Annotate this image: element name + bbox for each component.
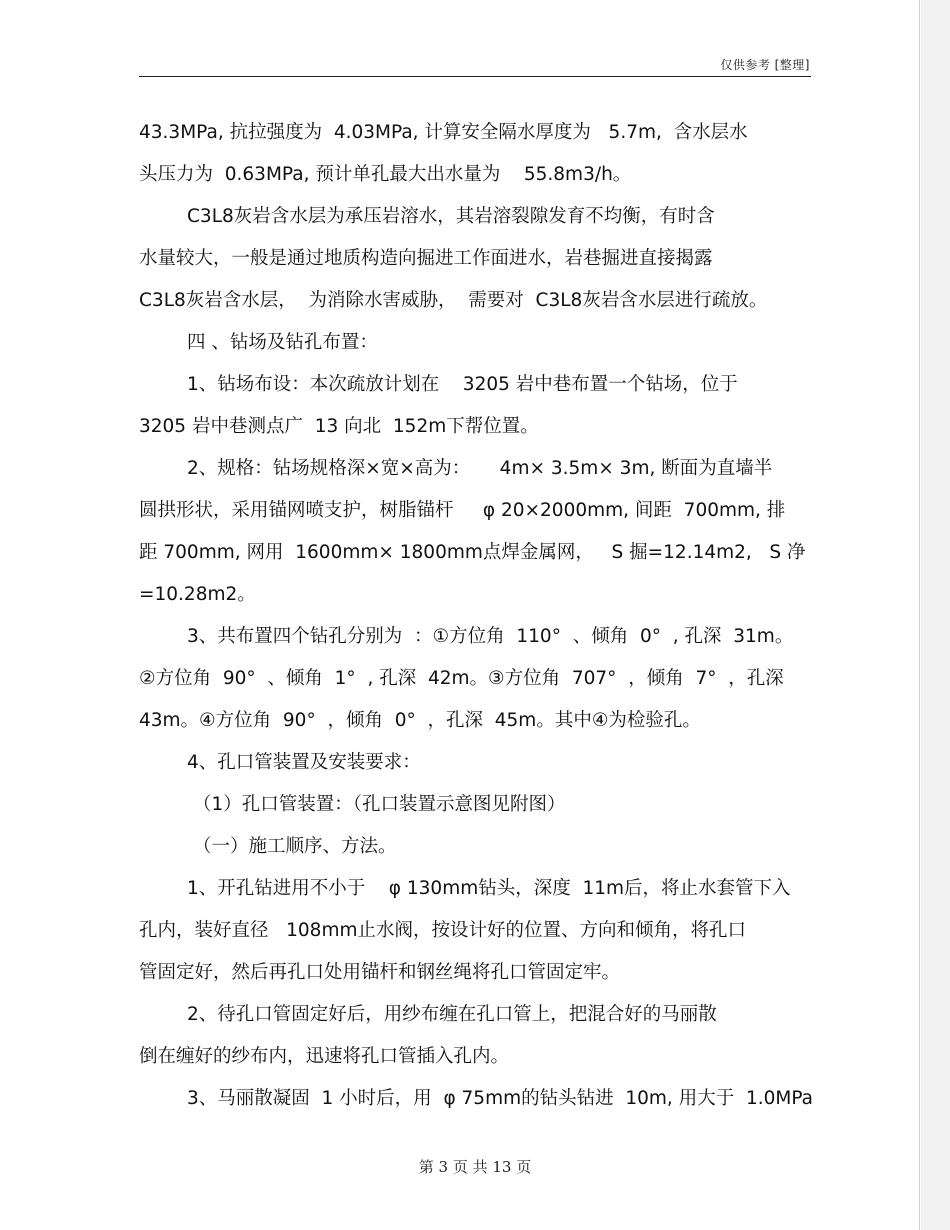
body-line: 头压力为 0.63MPa, 预计单孔最大出水量为 55.8m3/h。: [139, 164, 632, 185]
body-line: 3、马丽散凝固 1 小时后，用 φ 75mm的钻头钻进 10m, 用大于 1.0MPa: [187, 1088, 814, 1109]
body-line: （1）孔口管装置：（孔口装置示意图见附图）: [193, 794, 566, 815]
body-line: 倒在缠好的纱布内，迅速将孔口管插入孔内。: [139, 1046, 510, 1067]
body-line: 3、共布置四个钻孔分别为 ：①方位角 110° 、倾角 0° , 孔深 31m。: [187, 626, 794, 647]
body-line: =10.28m2。: [139, 584, 256, 605]
body-line: C3L8灰岩含水层， 为消除水害威胁， 需要对 C3L8灰岩含水层进行疏放。: [139, 290, 768, 311]
body-line: 圆拱形状，采用锚网喷支护，树脂锚杆 φ 20×2000mm, 间距 700mm, 排: [139, 500, 786, 521]
body-line: 43m。④方位角 90° ，倾角 0° ，孔深 45m。其中④为检验孔。: [139, 710, 701, 731]
body-line: （一）施工顺序、方法。: [193, 836, 397, 857]
body-line: C3L8灰岩含水层为承压岩溶水，其岩溶裂隙发育不均衡，有时含: [187, 206, 715, 227]
body-line: 孔内，装好直径 108mm止水阀，按设计好的位置、方向和倾角，将孔口: [139, 920, 746, 941]
body-line: ②方位角 90° 、倾角 1° , 孔深 42m。③方位角 707° ，倾角 7° ，孔深: [139, 668, 784, 689]
body-line: 4、孔口管装置及安装要求：: [187, 752, 421, 773]
body-line: 1、开孔钻进用不小于 φ 130mm钻头，深度 11m后，将止水套管下入: [187, 878, 791, 899]
body-line: 水量较大，一般是通过地质构造向掘进工作面进水，岩巷掘进直接揭露: [139, 248, 713, 269]
section-heading: 四 、钻场及钻孔布置：: [187, 332, 378, 353]
body-line: 3205 岩中巷测点广 13 向北 152m下帮位置。: [139, 416, 539, 437]
page-footer: 第 3 页 共 13 页: [418, 1158, 532, 1176]
body-line: 2、规格：钻场规格深×宽×高为： 4m× 3.5m× 3m, 断面为直墙半: [187, 458, 773, 479]
body-line: 2、待孔口管固定好后，用纱布缠在孔口管上，把混合好的马丽散: [187, 1004, 717, 1025]
viewer-background: [921, 0, 950, 1230]
header-rule: [139, 76, 811, 77]
page-header: 仅供参考 [整理]: [720, 58, 810, 72]
body-line: 1、钻场布设：本次疏放计划在 3205 岩中巷布置一个钻场，位于: [187, 374, 738, 395]
body-line: 距 700mm, 网用 1600mm× 1800mm点焊金属网， S 掘=12.14m2, S 净: [139, 542, 806, 563]
body-line: 管固定好，然后再孔口处用锚杆和钢丝绳将孔口管固定牢。: [139, 962, 621, 983]
document-body: [139, 112, 819, 1120]
body-line: 43.3MPa, 抗拉强度为 4.03MPa, 计算安全隔水厚度为 5.7m, 含水层水: [139, 122, 748, 143]
